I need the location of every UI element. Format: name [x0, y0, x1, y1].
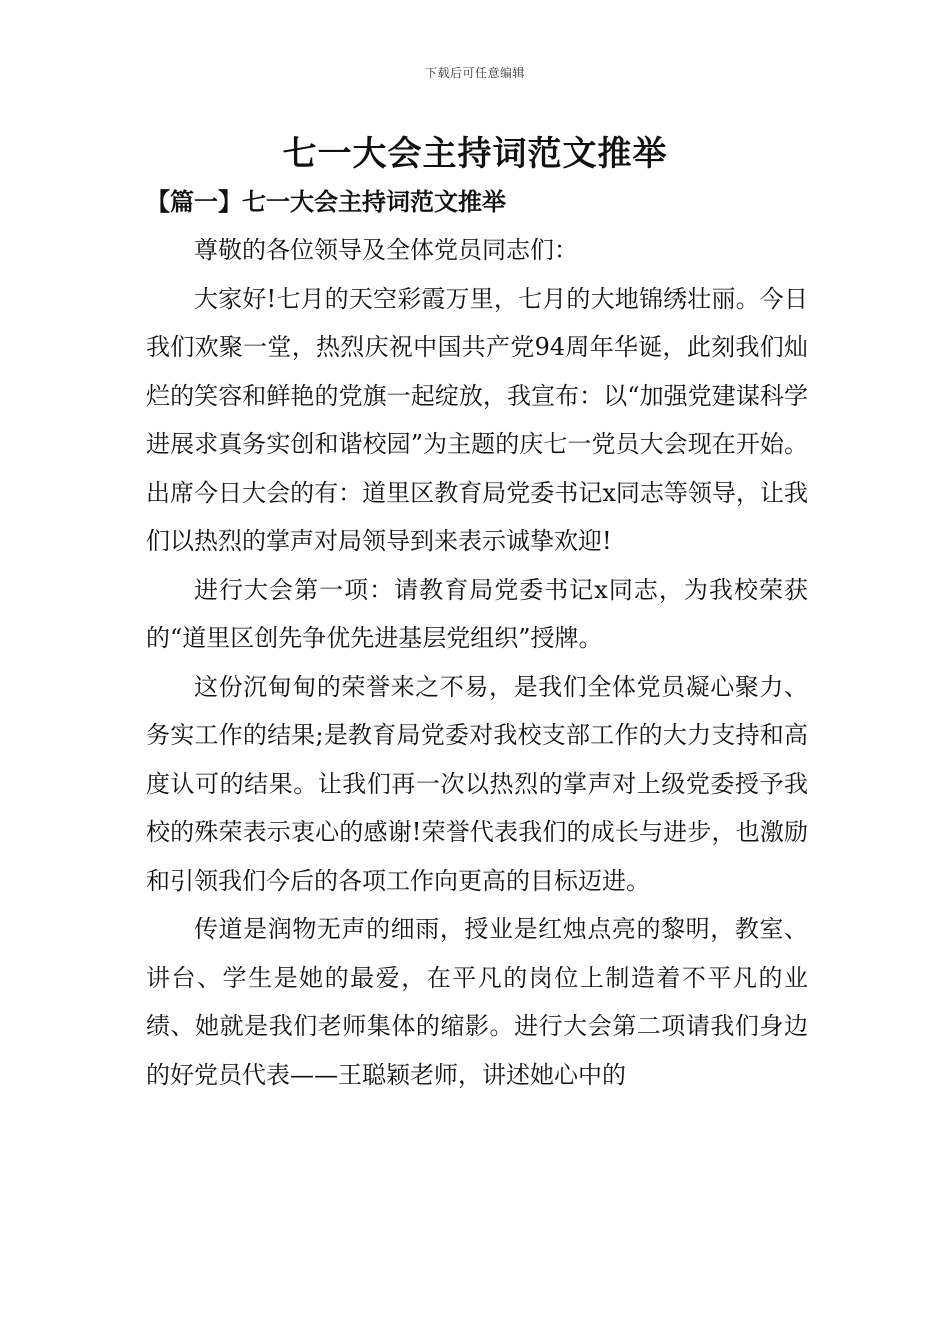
document-title: 七一大会主持词范文推举 — [282, 134, 668, 174]
document-body — [146, 226, 808, 1099]
section-heading: 【篇一】七一大会主持词范文推举 — [146, 187, 506, 216]
paragraph-item-two: 传道是润物无声的细雨，授业是红烛点亮的黎明，教室、讲台、学生是她的最爱，在平凡的岗位上制造着不平凡的业绩、她就是我们老师集体的缩影。进行大会第二项请我们身边的好党员代表——王聪颖老师，讲述她心中的 — [146, 915, 808, 1089]
header-note: 下载后可任意编辑 — [424, 66, 525, 80]
paragraph-honor: 这份沉甸甸的荣誉来之不易，是我们全体党员凝心聚力、务实工作的结果;是教育局党委对我校支部工作的大力支持和高度认可的结果。让我们再一次以热烈的掌声对上级党委授予我校的殊荣表示衷心的感谢!荣誉代表我们的成长与进步，也激励和引领我们今后的各项工作向更高的目标迈进。 — [146, 672, 808, 895]
paragraph-greeting: 尊敬的各位领导及全体党员同志们： — [194, 236, 578, 264]
paragraph-opening: 大家好!七月的天空彩霞万里，七月的大地锦绣壮丽。今日我们欢聚一堂，热烈庆祝中国共产党94周年华诞，此刻我们灿烂的笑容和鲜艳的党旗一起绽放，我宣布：以“加强党建谋科学进展求真务实创和谐校园”为主题的庆七一党员大会现在开始。出席今日大会的有：道里区教育局党委书记x同志等领导，让我们以热烈的掌声对局领导到来表示诚挚欢迎! — [146, 284, 808, 555]
paragraph-item-one: 进行大会第一项：请教育局党委书记x同志，为我校荣获的“道里区创先争优先进基层党组织”授牌。 — [146, 575, 808, 652]
